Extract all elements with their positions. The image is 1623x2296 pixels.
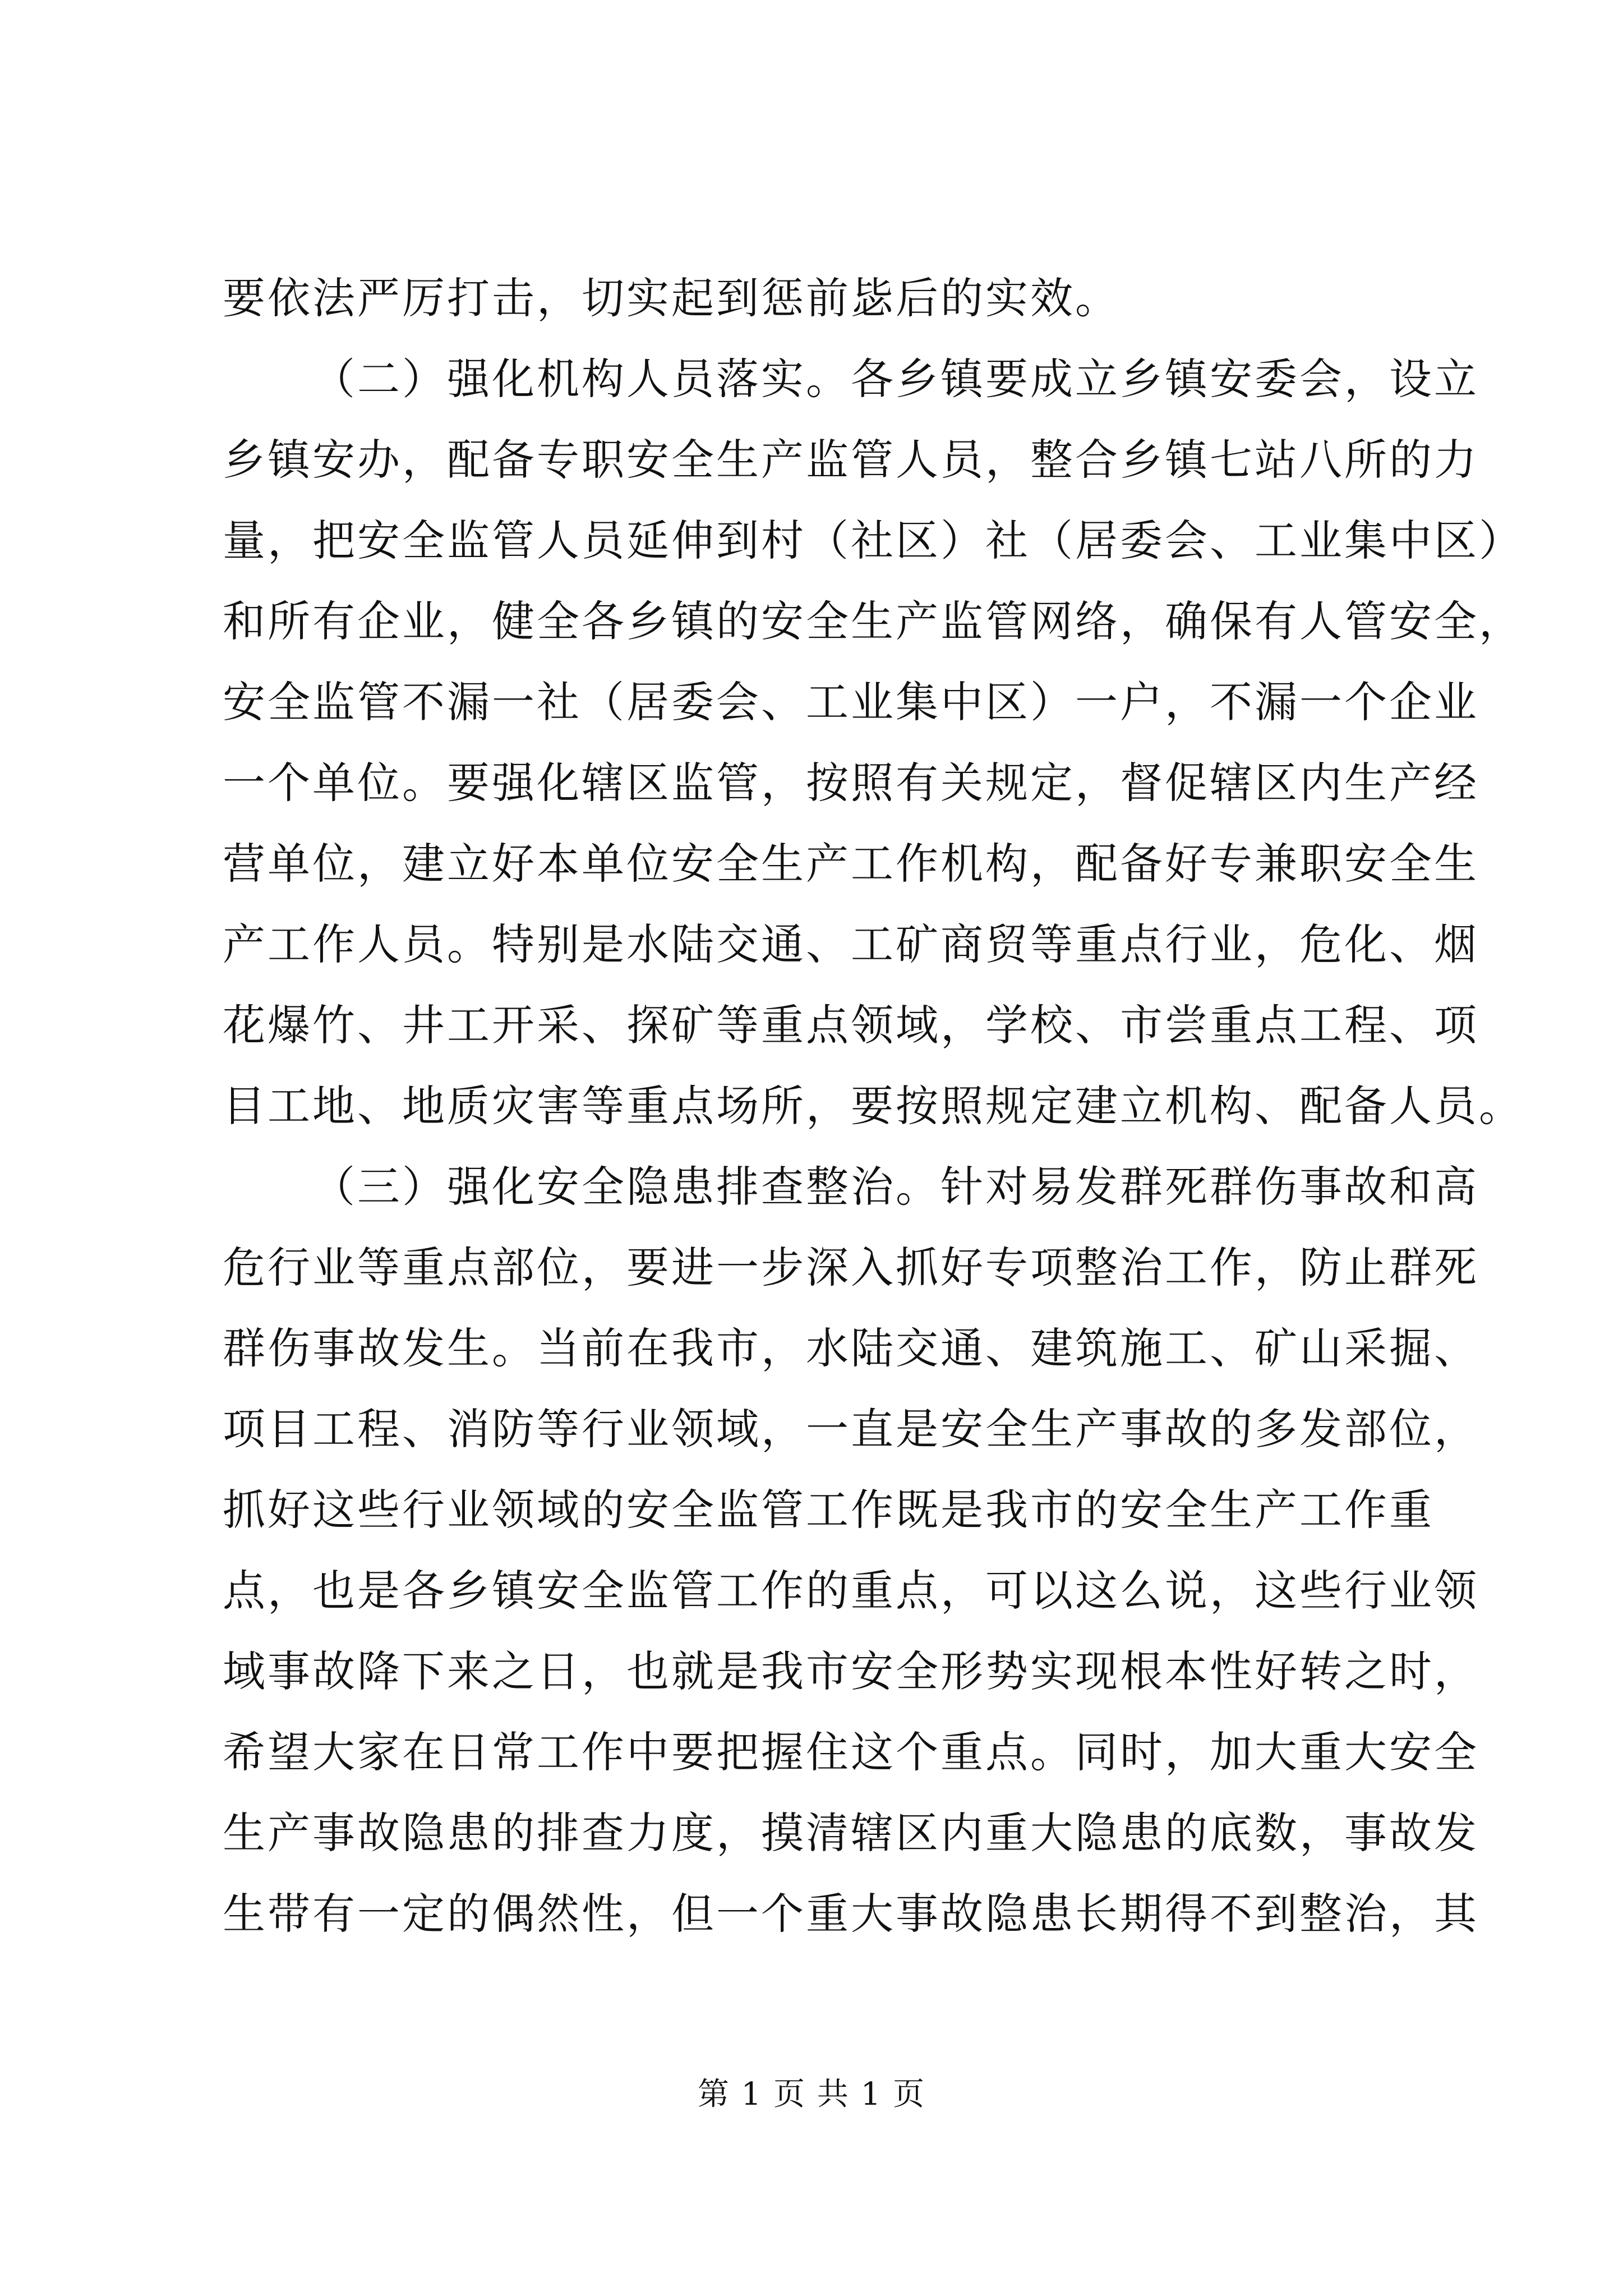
text-line-11: 目工地、地质灾害等重点场所，要按照规定建立机构、配备人员。 <box>223 1081 1524 1131</box>
document-body <box>223 258 1524 1954</box>
page-footer: 第 1 页 共 1 页 <box>697 2076 926 2113</box>
text-line-5: 和所有企业，健全各乡镇的安全生产监管网络，确保有人管安全， <box>223 596 1524 646</box>
text-line-13: 危行业等重点部位，要进一步深入抓好专项整治工作，防止群死 <box>223 1243 1479 1292</box>
text-line-9: 产工作人员。特别是水陆交通、工矿商贸等重点行业，危化、烟 <box>223 919 1479 969</box>
text-line-15: 项目工程、消防等行业领域，一直是安全生产事故的多发部位， <box>223 1404 1479 1454</box>
text-line-8: 营单位，建立好本单位安全生产工作机构，配备好专兼职安全生 <box>223 839 1479 889</box>
text-line-19: 希望大家在日常工作中要把握住这个重点。同时，加大重大安全 <box>223 1727 1479 1777</box>
text-line-2: （二）强化机构人员落实。各乡镇要成立乡镇安委会，设立 <box>312 354 1479 404</box>
text-line-21: 生带有一定的偶然性，但一个重大事故隐患长期得不到整治，其 <box>223 1889 1479 1939</box>
text-line-14: 群伤事故发生。当前在我市，水陆交通、建筑施工、矿山采掘、 <box>223 1323 1479 1373</box>
text-line-10: 花爆竹、井工开采、探矿等重点领域，学校、市尝重点工程、项 <box>223 1000 1479 1050</box>
text-line-4: 量，把安全监管人员延伸到村（社区）社（居委会、工业集中区） <box>223 516 1524 565</box>
text-line-20: 生产事故隐患的排查力度，摸清辖区内重大隐患的底数，事故发 <box>223 1808 1479 1858</box>
text-line-18: 域事故降下来之日，也就是我市安全形势实现根本性好转之时， <box>223 1646 1479 1696</box>
text-line-3: 乡镇安办，配备专职安全生产监管人员，整合乡镇七站八所的力 <box>223 435 1479 485</box>
text-line-12: （三）强化安全隐患排查整治。针对易发群死群伤事故和高 <box>312 1162 1479 1212</box>
text-line-7: 一个单位。要强化辖区监管，按照有关规定，督促辖区内生产经 <box>223 758 1479 808</box>
text-line-1: 要依法严厉打击，切实起到惩前毖后的实效。 <box>223 273 1120 323</box>
text-line-16: 抓好这些行业领域的安全监管工作既是我市的安全生产工作重 <box>223 1485 1434 1535</box>
text-line-6: 安全监管不漏一社（居委会、工业集中区）一户，不漏一个企业 <box>223 677 1479 727</box>
text-line-17: 点，也是各乡镇安全监管工作的重点，可以这么说，这些行业领 <box>223 1566 1479 1616</box>
